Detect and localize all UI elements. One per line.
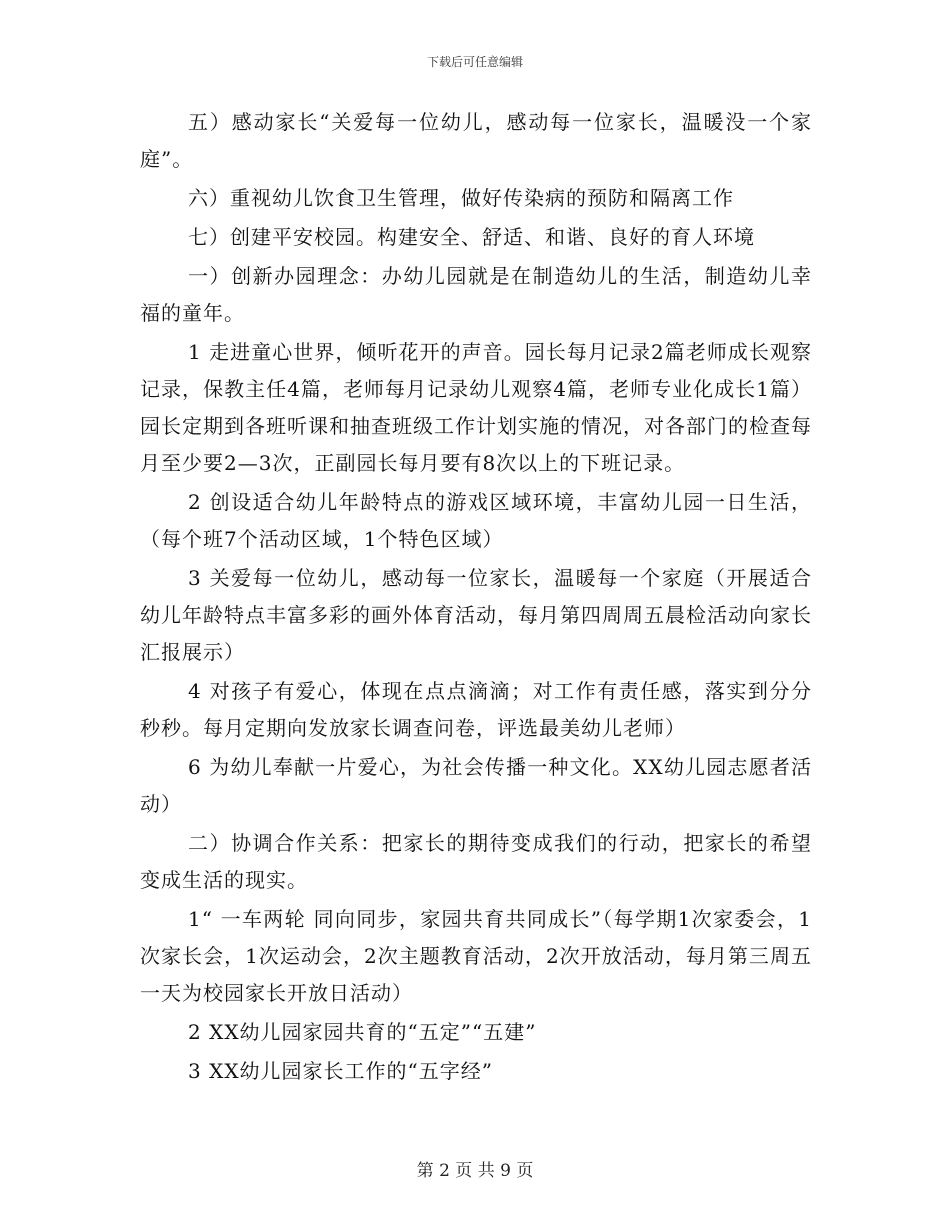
paragraph: 3 XX幼儿园家长工作的“五字经”: [188, 1059, 494, 1083]
paragraph: 六）重视幼儿饮食卫生管理，做好传染病的预防和隔离工作: [188, 186, 734, 210]
header-note: 下载后可任意编辑: [426, 55, 523, 69]
paragraph: 3 关爱每一位幼儿，感动每一位家长，温暖每一个家庭（开展适合幼儿年龄特点丰富多彩的画外体育活动，每月第四周周五晨检活动向家长汇报展示）: [140, 566, 812, 664]
paragraph: 4 对孩子有爱心，体现在点点滴滴；对工作有责任感，落实到分分秒秒。每月定期向发放家长调查问卷，评选最美幼儿老师）: [140, 679, 812, 740]
paragraph: 五）感动家长“关爱每一位幼儿，感动每一位家长，温暖没一个家庭”。: [140, 110, 812, 171]
paragraph: 一）创新办园理念：办幼儿园就是在制造幼儿的生活，制造幼儿幸福的童年。: [140, 264, 812, 325]
paragraph: 6 为幼儿奉献一片爱心，为社会传播一种文化。XX幼儿园志愿者活动）: [140, 755, 812, 816]
paragraph: 2 XX幼儿园家园共育的“五定”“五建”: [188, 1020, 537, 1044]
paragraph: 1 走进童心世界，倾听花开的声音。园长每月记录2篇老师成长观察记录，保教主任4篇，老师每月记录幼儿观察4篇，老师专业化成长1篇）园长定期到各班听课和抽查班级工作计划实施的情况，对各部门的检查每月至少要2—3次，正副园长每月要有8次以上的下班记录。: [140, 340, 812, 475]
page-number: 第 2 页 共 9 页: [416, 1161, 534, 1181]
paragraph: 七）创建平安校园。构建安全、舒适、和谐、良好的育人环境: [188, 225, 755, 249]
paragraph: 2 创设适合幼儿年龄特点的游戏区域环境，丰富幼儿园一日生活，（每个班7个活动区域，1个特色区域）: [140, 490, 812, 551]
paragraph: 1“ 一车两轮 同向同步，家园共育共同成长”（每学期1次家委会，1次家长会，1次运动会，2次主题教育活动，2次开放活动，每月第三周五一天为校园家长开放日活动）: [140, 907, 812, 1005]
document-body: [140, 104, 812, 1092]
paragraph: 二）协调合作关系：把家长的期待变成我们的行动，把家长的希望变成生活的现实。: [140, 831, 812, 892]
